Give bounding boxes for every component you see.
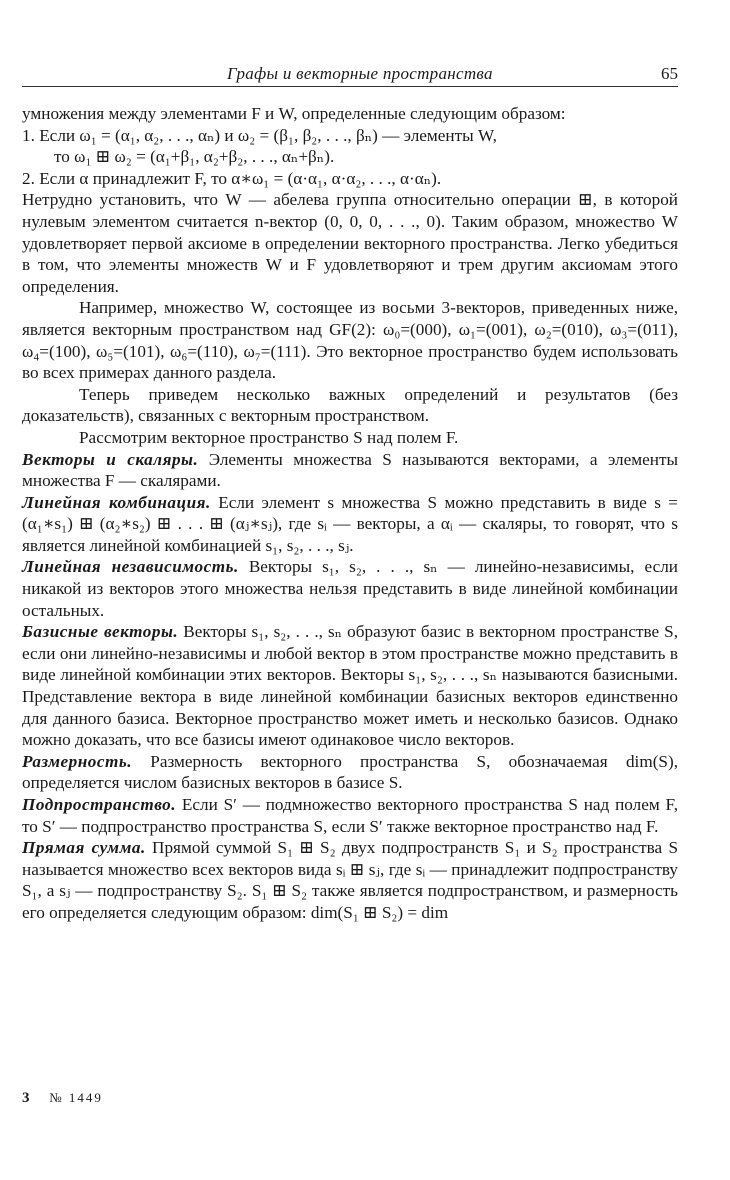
definition-term: Базисные векторы. (22, 622, 179, 642)
definition-term: Подпространство. (22, 795, 177, 814)
definition-linear-independence (22, 556, 678, 621)
page-footer (22, 1090, 103, 1107)
definition-text: Прямой суммой S₁ ⊞ S₂ двух подпространств S₁ и S₂ пространства S называется множество всех векторов вида sᵢ ⊞ sⱼ, где sᵢ — принадлежит подпространству S₁, а sⱼ — подпространству S₂. S₁ ⊞ S₂ также является подпространством, и размерность его определяется следующим образом: dim(S₁ ⊞ S₂) = dim (22, 838, 679, 922)
paragraph-intro-definitions: Теперь приведем несколько важных определений и результатов (без доказательств), связанных с векторным пространством. (22, 384, 678, 426)
definition-basis-vectors (22, 621, 678, 751)
definition-text: Элементы множества S называются векторами, а элементы множества F — скалярами. (22, 449, 679, 491)
paragraph-consider-space: Рассмотрим векторное пространство S над полем F. (79, 427, 459, 447)
definition-term: Прямая сумма. (22, 838, 146, 858)
list-item-1-line-b: то ω₁ ⊞ ω₂ = (α₁+β₁, α₂+β₂, . . ., αₙ+βₙ). (54, 147, 335, 167)
paragraph-example: Например, множество W, состоящее из восьми 3-векторов, приведенных ниже, является векторным пространством над GF(2): ω₀=(000), ω₁=(001), ω₂=(010), ω₃=(011), ω₄=(100), ω₅=(101), ω₆=(110), ω₇=(111). Это векторное пространство будем использовать во всех примерах данного раздела. (22, 298, 678, 383)
page-number: 65 (661, 64, 678, 83)
definition-text: Если S′ — подмножество векторного пространства S над полем F, то S′ — подпространство пространства S, если S′ также векторное пространство над F. (22, 795, 679, 836)
page-body (22, 103, 678, 924)
definition-text: Векторы s₁, s₂, . . ., sₙ образуют базис в векторном пространстве S, если они линейно-независимы и любой вектор в этом пространстве можно представить в виде линейной комбинации этих векторов. Векторы s₁, s₂, . . ., sₙ называются базисными. Представление вектора в виде линейной комбинации базисных векторов единственно для данного базиса. Векторное пространство может иметь и несколько базисов. Однако можно доказать, что все базисы имеют одинаковое число векторов. (22, 622, 679, 750)
running-header (22, 64, 678, 87)
definition-subspace (22, 794, 678, 837)
print-code: № 1449 (49, 1090, 103, 1105)
paragraph-abelian-group: Нетрудно установить, что W — абелева группа относительно операции ⊞, в которой нулевым элементом считается n-вектор (0, 0, 0, . . ., 0). Таким образом, множество W удовлетворяет первой аксиоме в определении векторного пространства. Легко убедиться в том, что элементы множеств W и F удовлетворяют и трем другим аксиомам этого определения. (22, 190, 678, 296)
definition-term: Размерность. (22, 751, 132, 771)
definition-term: Векторы и скаляры. (22, 449, 199, 469)
signature-mark: 3 (22, 1090, 31, 1106)
definition-linear-combination (22, 492, 678, 557)
definition-term: Линейная комбинация. (22, 492, 211, 512)
paragraph-continued: умножения между элементами F и W, определенные следующим образом: (22, 104, 566, 123)
definition-term: Линейная независимость. (22, 557, 239, 577)
definition-direct-sum (22, 837, 678, 923)
definition-text: Размерность векторного пространства S, обозначаемая dim(S), определяется числом базисных векторов в базисе S. (22, 751, 679, 793)
definition-text: Если элемент s множества S можно представить в виде s = (α₁∗s₁) ⊞ (α₂∗s₂) ⊞ . . . ⊞ (αⱼ∗sⱼ), где sᵢ — векторы, а αᵢ — скаляры, то говорят, что s является линейной комбинацией s₁, s₂, . . ., sⱼ. (22, 492, 679, 555)
running-title: Графы и векторные пространства (227, 64, 493, 83)
definition-dimension (22, 751, 678, 794)
definition-text: Векторы s₁, s₂, . . ., sₙ — линейно-независимы, если никакой из векторов этого множества нельзя представить в виде линейной комбинации остальных. (22, 557, 678, 620)
list-item-1-line-a: 1. Если ω₁ = (α₁, α₂, . . ., αₙ) и ω₂ = (β₁, β₂, . . ., βₙ) — элементы W, (22, 125, 497, 145)
list-item-2: 2. Если α принадлежит F, то α∗ω₁ = (α·α₁, α·α₂, . . ., α·αₙ). (22, 168, 442, 188)
definition-vectors-scalars (22, 449, 678, 492)
